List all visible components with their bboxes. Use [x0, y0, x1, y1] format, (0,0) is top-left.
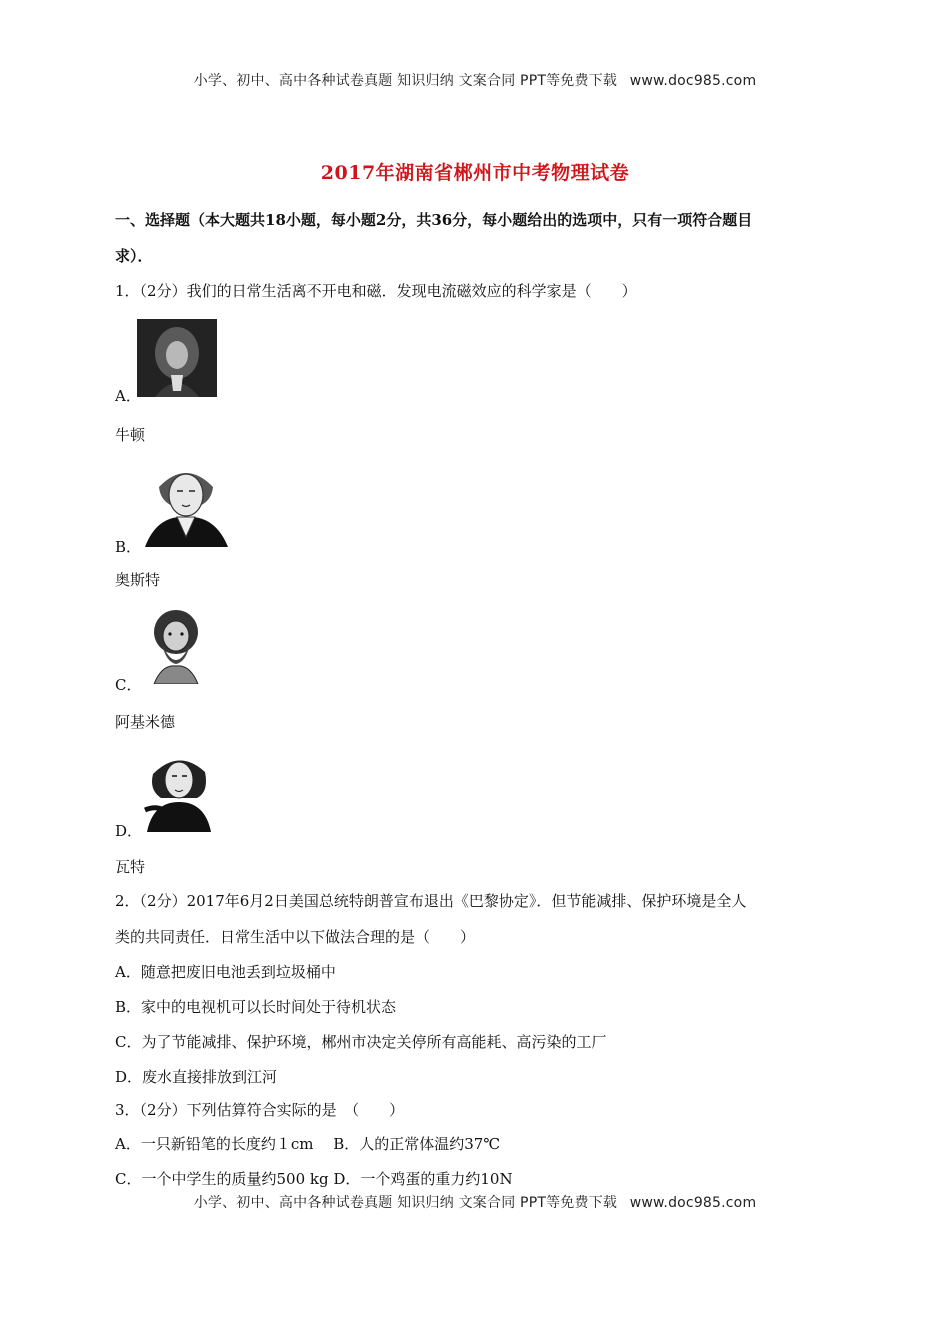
- q2-stem-line1: 2．（2分）2017年6月2日美国总统特朗普宣布退出《巴黎协定》．但节能减排、保护环境是全人: [115, 892, 747, 910]
- q3-options-row1: A．一只新铅笔的长度约１cm B．人的正常体温约37℃: [115, 1135, 501, 1153]
- page-header: [0, 70, 950, 90]
- q2-option-d: D．废水直接排放到江河: [115, 1068, 278, 1086]
- q1-option-c-name: 阿基米德: [115, 713, 176, 731]
- q2-option-a: A．随意把废旧电池丢到垃圾桶中: [115, 963, 336, 981]
- q2-option-b: B．家中的电视机可以长时间处于待机状态: [115, 998, 397, 1016]
- footer-text: 小学、初中、高中各种试卷真题 知识归纳 文案合同 PPT等免费下载: [193, 1195, 618, 1211]
- q1-option-a-name: 牛顿: [115, 426, 146, 444]
- portrait-archimedes: [142, 604, 210, 684]
- portrait-oersted: [137, 457, 236, 547]
- q1-option-b-name: 奥斯特: [115, 571, 161, 589]
- header-url: www.doc985.com: [629, 73, 757, 89]
- section-heading-line2: 求）．: [115, 247, 153, 265]
- q1-option-c-letter: C．: [115, 676, 142, 694]
- q1-option-a-letter: A．: [115, 387, 141, 405]
- q3-stem: 3．（2分）下列估算符合实际的是 （ ）: [115, 1101, 405, 1119]
- q1-option-d-name: 瓦特: [115, 858, 146, 876]
- q1-option-d-letter: D．: [115, 822, 143, 840]
- q2-option-c: C．为了节能减排、保护环境，郴州市决定关停所有高能耗、高污染的工厂: [115, 1033, 607, 1051]
- portrait-newton: [137, 319, 217, 397]
- q1-stem: 1．（2分）我们的日常生活离不开电和磁．发现电流磁效应的科学家是（ ）: [115, 282, 637, 300]
- section-heading-line1: 一、选择题（本大题共18小题，每小题2分，共36分，每小题给出的选项中，只有一项符合题目: [115, 211, 753, 229]
- q3-options-row2: C．一个中学生的质量约500 kg D．一个鸡蛋的重力约10N: [115, 1170, 513, 1188]
- page-footer: [0, 1192, 950, 1212]
- exam-title: 2017年湖南省郴州市中考物理试卷: [320, 162, 630, 184]
- q2-stem-line2: 类的共同责任．日常生活中以下做法合理的是（ ）: [115, 928, 476, 946]
- footer-url: www.doc985.com: [629, 1195, 757, 1211]
- header-text: 小学、初中、高中各种试卷真题 知识归纳 文案合同 PPT等免费下载: [193, 73, 618, 89]
- q1-option-b-letter: B．: [115, 538, 142, 556]
- portrait-watt: [139, 748, 218, 832]
